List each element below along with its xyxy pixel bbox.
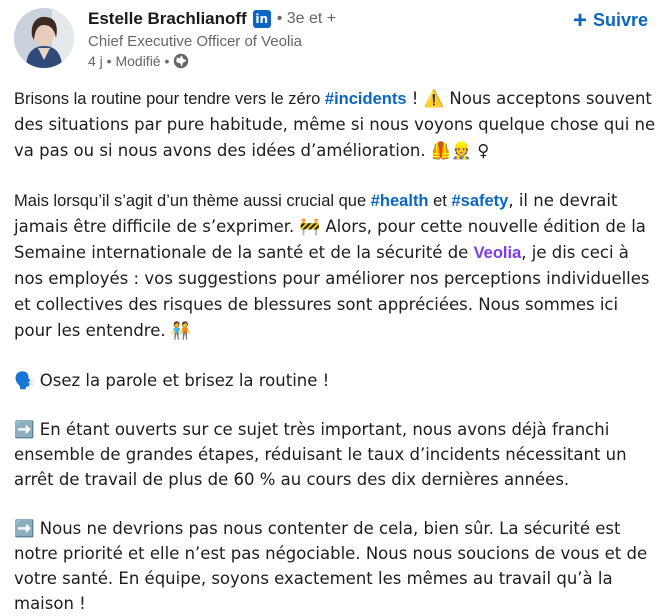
avatar[interactable] — [14, 8, 74, 68]
linkedin-logo-icon: in — [253, 10, 271, 28]
post-time — [88, 53, 528, 69]
mention-veolia[interactable]: Veolia — [473, 244, 522, 262]
post-paragraph-1 — [14, 86, 660, 164]
post-paragraph-3: 🗣️ Osez la parole et brisez la routine ! — [14, 371, 330, 390]
post-body — [14, 86, 660, 616]
follow-button-label: Suivre — [592, 10, 648, 30]
globe-icon — [173, 53, 189, 69]
avatar-photo — [14, 8, 74, 68]
p2-text-a: Mais lorsqu’il s’agit d’un thème aussi crucial que — [14, 192, 371, 210]
author-name-row — [88, 8, 528, 30]
plus-icon: + — [572, 6, 587, 34]
p2-text-d: , je dis ceci à nos employés : vos suggestions pour améliorer nos perceptions individuelles et collectives des risques de blessures sont appréciées. Nous sommes ici pour les entendre. 🧑‍🤝‍🧑 — [14, 243, 650, 340]
connection-degree: • 3e et + — [276, 10, 337, 27]
author-meta — [88, 8, 528, 69]
hashtag-safety[interactable]: #safety — [451, 192, 509, 210]
p1-text-a: Brisons la routine pour tendre vers le zéro — [14, 90, 325, 108]
post-header — [14, 8, 658, 72]
post-paragraph-2 — [14, 188, 660, 344]
hashtag-incidents[interactable]: #incidents — [324, 90, 407, 108]
author-name[interactable]: Estelle Brachlianoff — [88, 9, 247, 28]
hashtag-health[interactable]: #health — [370, 192, 429, 210]
p2-text-b: et — [428, 192, 452, 210]
p1-text-b: ! ⚠️ Nous acceptons souvent des situations par pure habitude, même si nous voyons quelque chose qui ne va pas ou si nous avons des idées d’amélioration. 🦺👷 ♀ — [14, 89, 656, 160]
follow-button[interactable] — [572, 6, 648, 34]
author-headline: Chief Executive Officer of Veolia — [88, 33, 302, 50]
p2-text-c: , il ne devrait jamais être difficile de s’exprimer. 🚧 Alors, pour cette nouvelle édition de la Semaine internationale de la santé et de la sécurité de — [14, 191, 646, 262]
post-time-text: 4 j • Modifié • — [88, 53, 170, 69]
post-paragraph-5: ➡️ Nous ne devrions pas nous contenter de cela, bien sûr. La sécurité est notre priorité et elle n’est pas négociable. Nous nous soucions de vous et de votre santé. En équipe, soyons exactement les mêmes au travail qu’à la maison ! — [14, 519, 648, 613]
post-paragraph-4: ➡️ En étant ouverts sur ce sujet très important, nous avons déjà franchi ensemble de grandes étapes, réduisant le taux d’incidents nécessitant un arrêt de travail de plus de 60 % au cours des dix dernières années. — [14, 420, 627, 489]
